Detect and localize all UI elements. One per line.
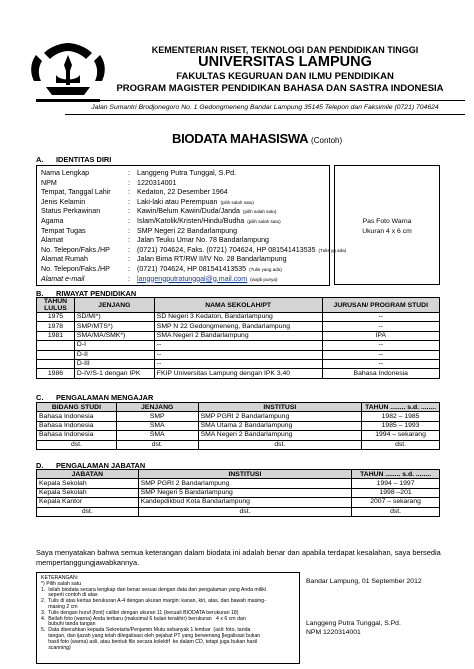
table-cell: D-I — [74, 341, 154, 350]
note-line: 3. Tulis dengan huruf (font) calibri dengan ukuran 11 (kecuali BIODATA berukuran 18) — [41, 609, 239, 616]
column-header: BIDANG STUDI — [37, 403, 117, 412]
note-line: bubuhi tanda tangan — [41, 621, 96, 628]
title-main: BIODATA MAHASISWA — [172, 131, 308, 146]
table-cell: SMP PGRI 2 Bandarlampung — [198, 412, 362, 421]
table-cell: SD/MI*) — [74, 313, 154, 322]
table-cell: Bahasa Indonesia — [322, 369, 439, 378]
table-row — [37, 498, 440, 507]
identity-colon: : — [128, 245, 130, 254]
table-row — [37, 331, 440, 340]
note-line: seperti contoh di atas — [41, 592, 98, 599]
identity-colon: : — [128, 178, 130, 187]
table-cell: IPA — [322, 331, 439, 340]
identity-value-text: (0721) 704624, Faks. (0721) 704624, HP 081541413535 — [137, 245, 316, 254]
column-header: JENJANG — [74, 298, 154, 313]
identity-box — [36, 165, 347, 286]
title-sub: (Contoh) — [311, 136, 343, 145]
identity-value — [137, 217, 281, 226]
identity-colon: : — [128, 274, 130, 283]
identity-label: Nama Lengkap — [41, 169, 90, 177]
teaching-table — [36, 402, 440, 450]
identity-note: (Tulis yg ada) — [318, 247, 347, 253]
table-cell: SMA — [116, 431, 198, 440]
table-cell: SMP — [116, 412, 198, 421]
identity-colon: : — [128, 207, 130, 216]
table-cell: 1985 – 1993 — [362, 421, 440, 430]
table-cell: dst. — [37, 507, 139, 516]
position-table — [36, 469, 440, 517]
table-cell: Kepala Kantor — [37, 498, 139, 507]
column-header: TAHUN ........ s.d. ........ — [352, 470, 440, 479]
table-cell — [37, 350, 75, 359]
table-cell: D-III — [74, 359, 154, 368]
identity-label: No. Telepon/Faks./HP — [41, 245, 110, 254]
table-cell: 1978 — [37, 322, 75, 331]
identity-colon: : — [128, 255, 130, 264]
table-cell: SMA — [116, 421, 198, 430]
university-name: UNIVERSITAS LAMPUNG — [198, 54, 372, 70]
table-cell: 1994 – sekarang — [362, 431, 440, 440]
identity-value-text: Jalan Bima RT/RW II/IV No. 28 Bandarlampung — [137, 255, 287, 264]
identity-note: (Tulis yang ada) — [249, 267, 282, 272]
note-line: masing 2 cm — [41, 603, 78, 610]
photo-caption-1: Pas Foto Warna — [362, 218, 412, 225]
note-line: 1. Isilah biodata secara lengkap dan benar sesuai dengan data dan pengalaman yang Anda miliki — [41, 586, 266, 593]
table-cell: 1982 – 1985 — [362, 412, 440, 421]
table-cell: dst. — [352, 507, 440, 516]
university-logo — [22, 35, 114, 107]
identity-value — [137, 198, 254, 207]
identity-label: Tempat, Tanggal Lahir — [41, 188, 111, 197]
table-cell: dst. — [362, 440, 440, 449]
table-cell: 1994 – 1997 — [352, 479, 440, 488]
identity-value-text: Langgeng Putra Tunggal, S.Pd. — [137, 169, 236, 177]
table-cell: SMP PGRI 2 Bandarlampung — [138, 479, 351, 488]
table-cell: -- — [322, 322, 439, 331]
page-title — [172, 131, 342, 146]
table-cell: SMA/MA/SMK*) — [74, 331, 154, 340]
table-cell: 1981 — [37, 331, 75, 340]
table-row — [37, 322, 440, 331]
photo-caption-2: Ukuran 4 x 6 cm — [362, 228, 412, 235]
institution-address: Jalan Sumantri Brodjonegoro No. 1 Gedongmeneng Bandar Lampung 35145 Telepon dan Faksimile (0721) 704624 — [91, 104, 439, 111]
header-rule-top — [65, 100, 465, 101]
column-header: NAMA SEKOLAH/PT — [154, 298, 322, 313]
column-header: JABATAN — [37, 470, 139, 479]
table-cell: -- — [154, 350, 322, 359]
identity-colon: : — [128, 265, 130, 273]
table-cell: dst. — [116, 440, 198, 449]
note-line: 2. Tulis di atas kertas berukuran A-4 dengan ukuran margin: kanan, kiri, atas, dan bawah masing- — [41, 598, 266, 605]
identity-colon: : — [128, 169, 130, 177]
table-cell: Kepala Sekolah — [37, 488, 139, 497]
column-header: INSTITUSI — [198, 403, 362, 412]
identity-colon: : — [128, 217, 130, 225]
table-cell: SD Negeri 3 Kedaton, Bandarlampung — [154, 313, 322, 322]
identity-value-text: Kedaton, 22 Desember 1964 — [137, 188, 228, 197]
identity-value-text: 1220314001 — [137, 178, 177, 187]
identity-value — [137, 169, 236, 178]
photo-placeholder — [334, 165, 440, 285]
table-cell: D-II — [74, 350, 154, 359]
identity-value-text: Jalan Teuku Umar No. 78 Bandarlampung — [137, 236, 269, 245]
table-cell: 1998 –201 — [352, 488, 440, 497]
declaration-statement: Saya menyatakan bahwa semua keterangan dalam biodata ini adalah benar dan apabila terdapat kesalahan, saya bersedia mempertanggungjawabkannya. — [36, 548, 441, 567]
notes-title: KETERANGAN: — [41, 575, 79, 581]
note-line: 4. Beilah foto (warna) Anda terbaru (maksimal 6 bulan terakhir) berukuran 4 x 6 cm dan — [41, 615, 246, 622]
table-cell: 1986 — [37, 369, 75, 378]
identity-value — [137, 265, 282, 274]
signature-npm: NPM 1220314001 — [306, 629, 361, 636]
table-row — [37, 369, 440, 378]
table-row — [37, 479, 440, 488]
table-cell — [37, 359, 75, 368]
table-cell: SMP Negeri 5 Bandarlampung — [138, 488, 351, 497]
identity-colon: : — [128, 197, 130, 206]
table-row — [37, 507, 440, 516]
identity-value-text: SMP Negeri 22 Bandarlampung — [137, 226, 238, 235]
education-table — [36, 297, 440, 379]
identity-value — [137, 275, 277, 284]
table-cell: dst. — [138, 507, 351, 516]
table-cell: dst. — [37, 440, 117, 449]
table-cell: D-IV/S-1 dengan IPK — [74, 369, 154, 378]
ministry-name: KEMENTERIAN RISET, TEKNOLOGI DAN PENDIDIKAN TINGGI — [151, 45, 419, 55]
identity-value-text: Kawin/Belum Kawin/Duda/Janda — [137, 207, 240, 216]
section-b-heading: B. RIWAYAT PENDIDIKAN — [36, 289, 137, 298]
identity-colon: : — [128, 226, 130, 235]
table-row — [37, 431, 440, 440]
identity-value — [137, 246, 346, 255]
table-cell: -- — [322, 341, 439, 350]
table-cell: -- — [322, 313, 439, 322]
table-cell: Bahasa Indonesia — [37, 421, 117, 430]
identity-value-text: Laki-laki atau Perempuan — [137, 197, 218, 206]
note-line: scanning) — [41, 644, 71, 651]
table-cell: -- — [322, 359, 439, 368]
identity-value — [137, 207, 276, 216]
table-row — [37, 412, 440, 421]
identity-label: Alamat Rumah — [41, 255, 88, 264]
program-name: PROGRAM MAGISTER PENDIDIKAN BAHASA DAN SASTRA INDONESIA — [116, 83, 444, 94]
table-row — [37, 359, 440, 368]
table-cell: -- — [322, 350, 439, 359]
identity-value — [137, 255, 287, 264]
table-cell: SMA Negeri 2 Bandarlampung — [198, 431, 362, 440]
identity-value — [137, 236, 269, 245]
table-row — [37, 440, 440, 449]
table-cell: -- — [154, 341, 322, 350]
table-cell: 1975 — [37, 313, 75, 322]
table-row — [37, 488, 440, 497]
identity-value — [137, 227, 237, 236]
table-row — [37, 313, 440, 322]
identity-colon: : — [128, 236, 130, 245]
signature-name: Langgeng Putra Tunggal, S.Pd. — [306, 620, 401, 627]
table-cell: SMA Utama 2 Bandarlampung — [198, 421, 362, 430]
signature-place-date: Bandar Lampung, 01 September 2012 — [306, 578, 422, 585]
section-a-heading: A. IDENTITAS DIRI — [36, 155, 112, 164]
table-cell: SMP N 22 Gedongmeneng, Bandarlampung — [154, 322, 322, 331]
identity-label: Jenis Kelamin — [41, 197, 86, 206]
table-row — [37, 341, 440, 350]
table-cell: Bahasa Indonesia — [37, 431, 117, 440]
column-header: JENJANG — [116, 403, 198, 412]
identity-label: Status Perkawinan — [41, 207, 101, 216]
identity-label: Alamat — [41, 236, 64, 245]
table-cell: FKIP Universitas Lampung dengan IPK 3,40 — [154, 369, 322, 378]
table-row — [37, 350, 440, 359]
table-cell: -- — [154, 359, 322, 368]
note-line: tangan, dan ijazah yang telah dilegalisasi oleh pejabat PT yang berwenang [legalisasi bukan — [41, 632, 261, 639]
table-cell: SMP/MTS*) — [74, 322, 154, 331]
column-header: TAHUN LULUS — [37, 298, 75, 313]
table-cell — [37, 341, 75, 350]
note-line: *) Pilih salah satu — [41, 580, 82, 587]
identity-label: Agama — [41, 217, 64, 225]
section-d-heading: D. PENGALAMAN JABATAN — [36, 461, 146, 470]
column-header: JURUSAN/ PROGRAM STUDI — [322, 298, 439, 313]
column-header: INSTITUSI — [138, 470, 351, 479]
table-row — [37, 421, 440, 430]
table-cell: SMA Negeri 2 Bandarlampung — [154, 331, 322, 340]
identity-colon: : — [128, 188, 130, 197]
identity-label: NPM — [41, 178, 57, 187]
identity-label: Alamat e-mail — [41, 274, 85, 283]
table-cell: 2007 – sekarang — [352, 498, 440, 507]
notes-box — [36, 572, 300, 664]
identity-value — [137, 179, 176, 188]
note-line: hasil foto (warna) asli, atau bentuk file secara kolektif ke dalam CD, tetapi juga bukan hasil — [41, 638, 258, 645]
identity-note: (pilih salah satu) — [220, 199, 254, 205]
identity-value-text: (0721) 704624, HP 081541413535 — [137, 265, 247, 273]
table-cell: Bahasa Indonesia — [37, 412, 117, 421]
identity-value-text[interactable]: langgengputratunggal@g.mail.com — [137, 274, 248, 283]
identity-label: Tempat Tugas — [41, 226, 86, 235]
faculty-name: FAKULTAS KEGURUAN DAN ILMU PENDIDIKAN — [176, 71, 394, 82]
note-line: 5. Data diserahkan kepada Sekretaris/Penjamin Mutu sebanyak 1 lembar (asli: foto, tanda — [41, 627, 251, 634]
identity-label: No. Telepon/Faks./HP — [41, 265, 110, 273]
identity-value-text: Islam/Katolik/Kristen/Hindu/Budha — [137, 217, 245, 225]
column-header: TAHUN ........ s.d. ........ — [362, 403, 440, 412]
table-cell: Kepala Sekolah — [37, 479, 139, 488]
identity-value — [137, 188, 228, 197]
table-cell: dst. — [198, 440, 362, 449]
identity-note: (wajib punya) — [250, 276, 278, 282]
identity-note: (pilih salah satu) — [242, 209, 277, 215]
section-c-heading: C. PENGALAMAN MENGAJAR — [36, 393, 154, 402]
identity-note: (pilih salah satu) — [247, 219, 281, 224]
header-rule-bottom — [65, 114, 465, 115]
table-cell: Kandepdikbud Kota Bandarlampung — [138, 498, 351, 507]
